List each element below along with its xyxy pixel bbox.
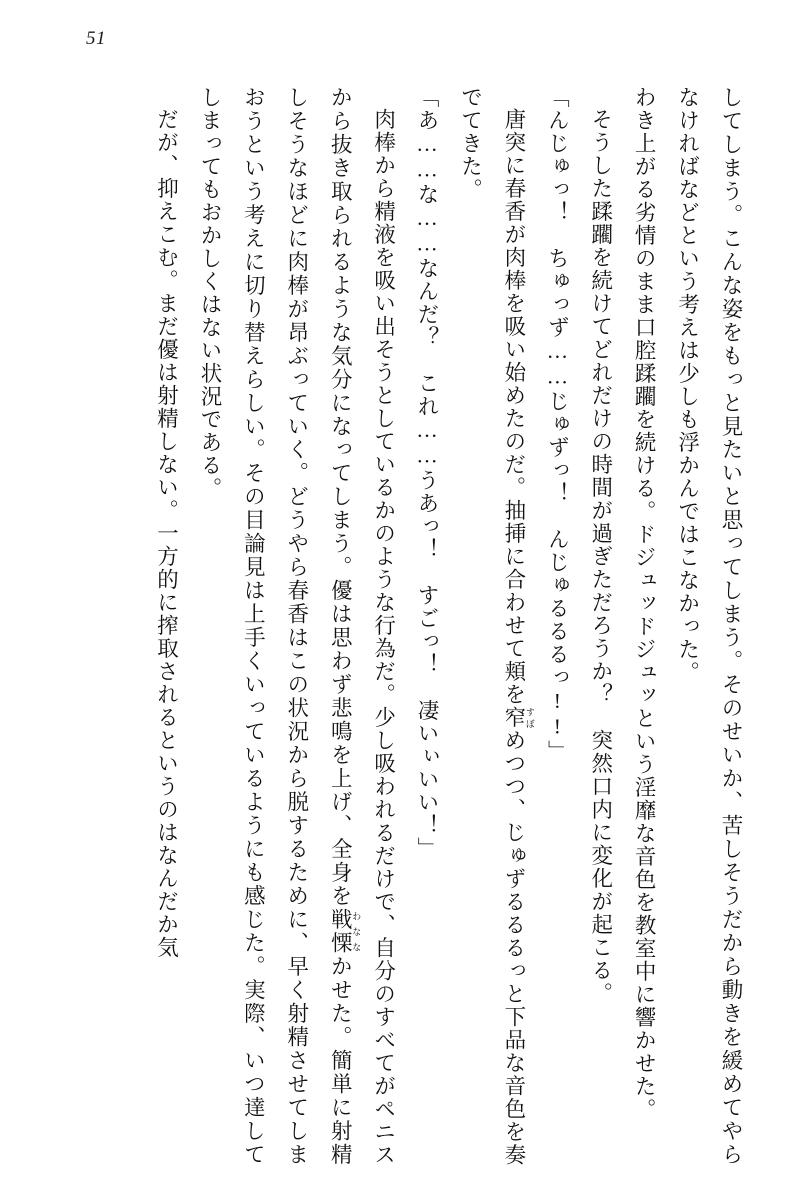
paragraph: 肉棒から精液を吸い出そうとしているかのような行為だ。少し吸われるだけで、自分のすべてがペニスから抜き取られるような気分になってしまう。優は思わず悲鳴を上げ、全身を戦慄 わななかせた。簡単に射精しそうなほどに肉棒が昂ぶっていく。どうやら春香はこの状況から脱するために、早く射精させてしまおうという考えに切り替えらしい。その目論見は上手くいっているようにも感じた。実際、いつ達してしまってもおかしくはない状況である。	[197, 86, 396, 1166]
paragraph: だが、抑えこむ。まだ優は射精しない。一方的に搾取されるというのはなんだか気	[154, 107, 179, 959]
paragraph: わき上がる劣情のまま口腔蹂躙を続ける。ドジュッドジュッという淫靡な音色を教室中に響かせた。	[632, 86, 657, 1122]
paragraph: 「んじゅっ！ ちゅっず……じゅずっ！ んじゅるるるっ!!」	[545, 86, 570, 764]
page-number: 51	[86, 28, 106, 49]
paragraph: 唐突に春香が肉棒を吸い始めたのだ。抽挿に合わせて頬を窄 すぼめつつ、じゅずるるるっと下品な音色を奏でてきた。	[458, 86, 535, 1166]
paragraph: そうした蹂躙を続けてどれだけの時間が過ぎただろうか？ 突然口内に変化が起こる。	[588, 107, 613, 1005]
paragraph: 「あ……な……なんだ？ これ……うあっ！ すごっ！ 凄いぃいい！」	[415, 86, 440, 861]
paragraph: してしまう。こんな姿をもっと見たいと思ってしまう。そのせいか、苦しそうだから動きを緩めてやらなければなどという考えは少しも浮かんではこなかった。	[675, 86, 743, 1166]
page-body-text	[40, 86, 752, 1166]
